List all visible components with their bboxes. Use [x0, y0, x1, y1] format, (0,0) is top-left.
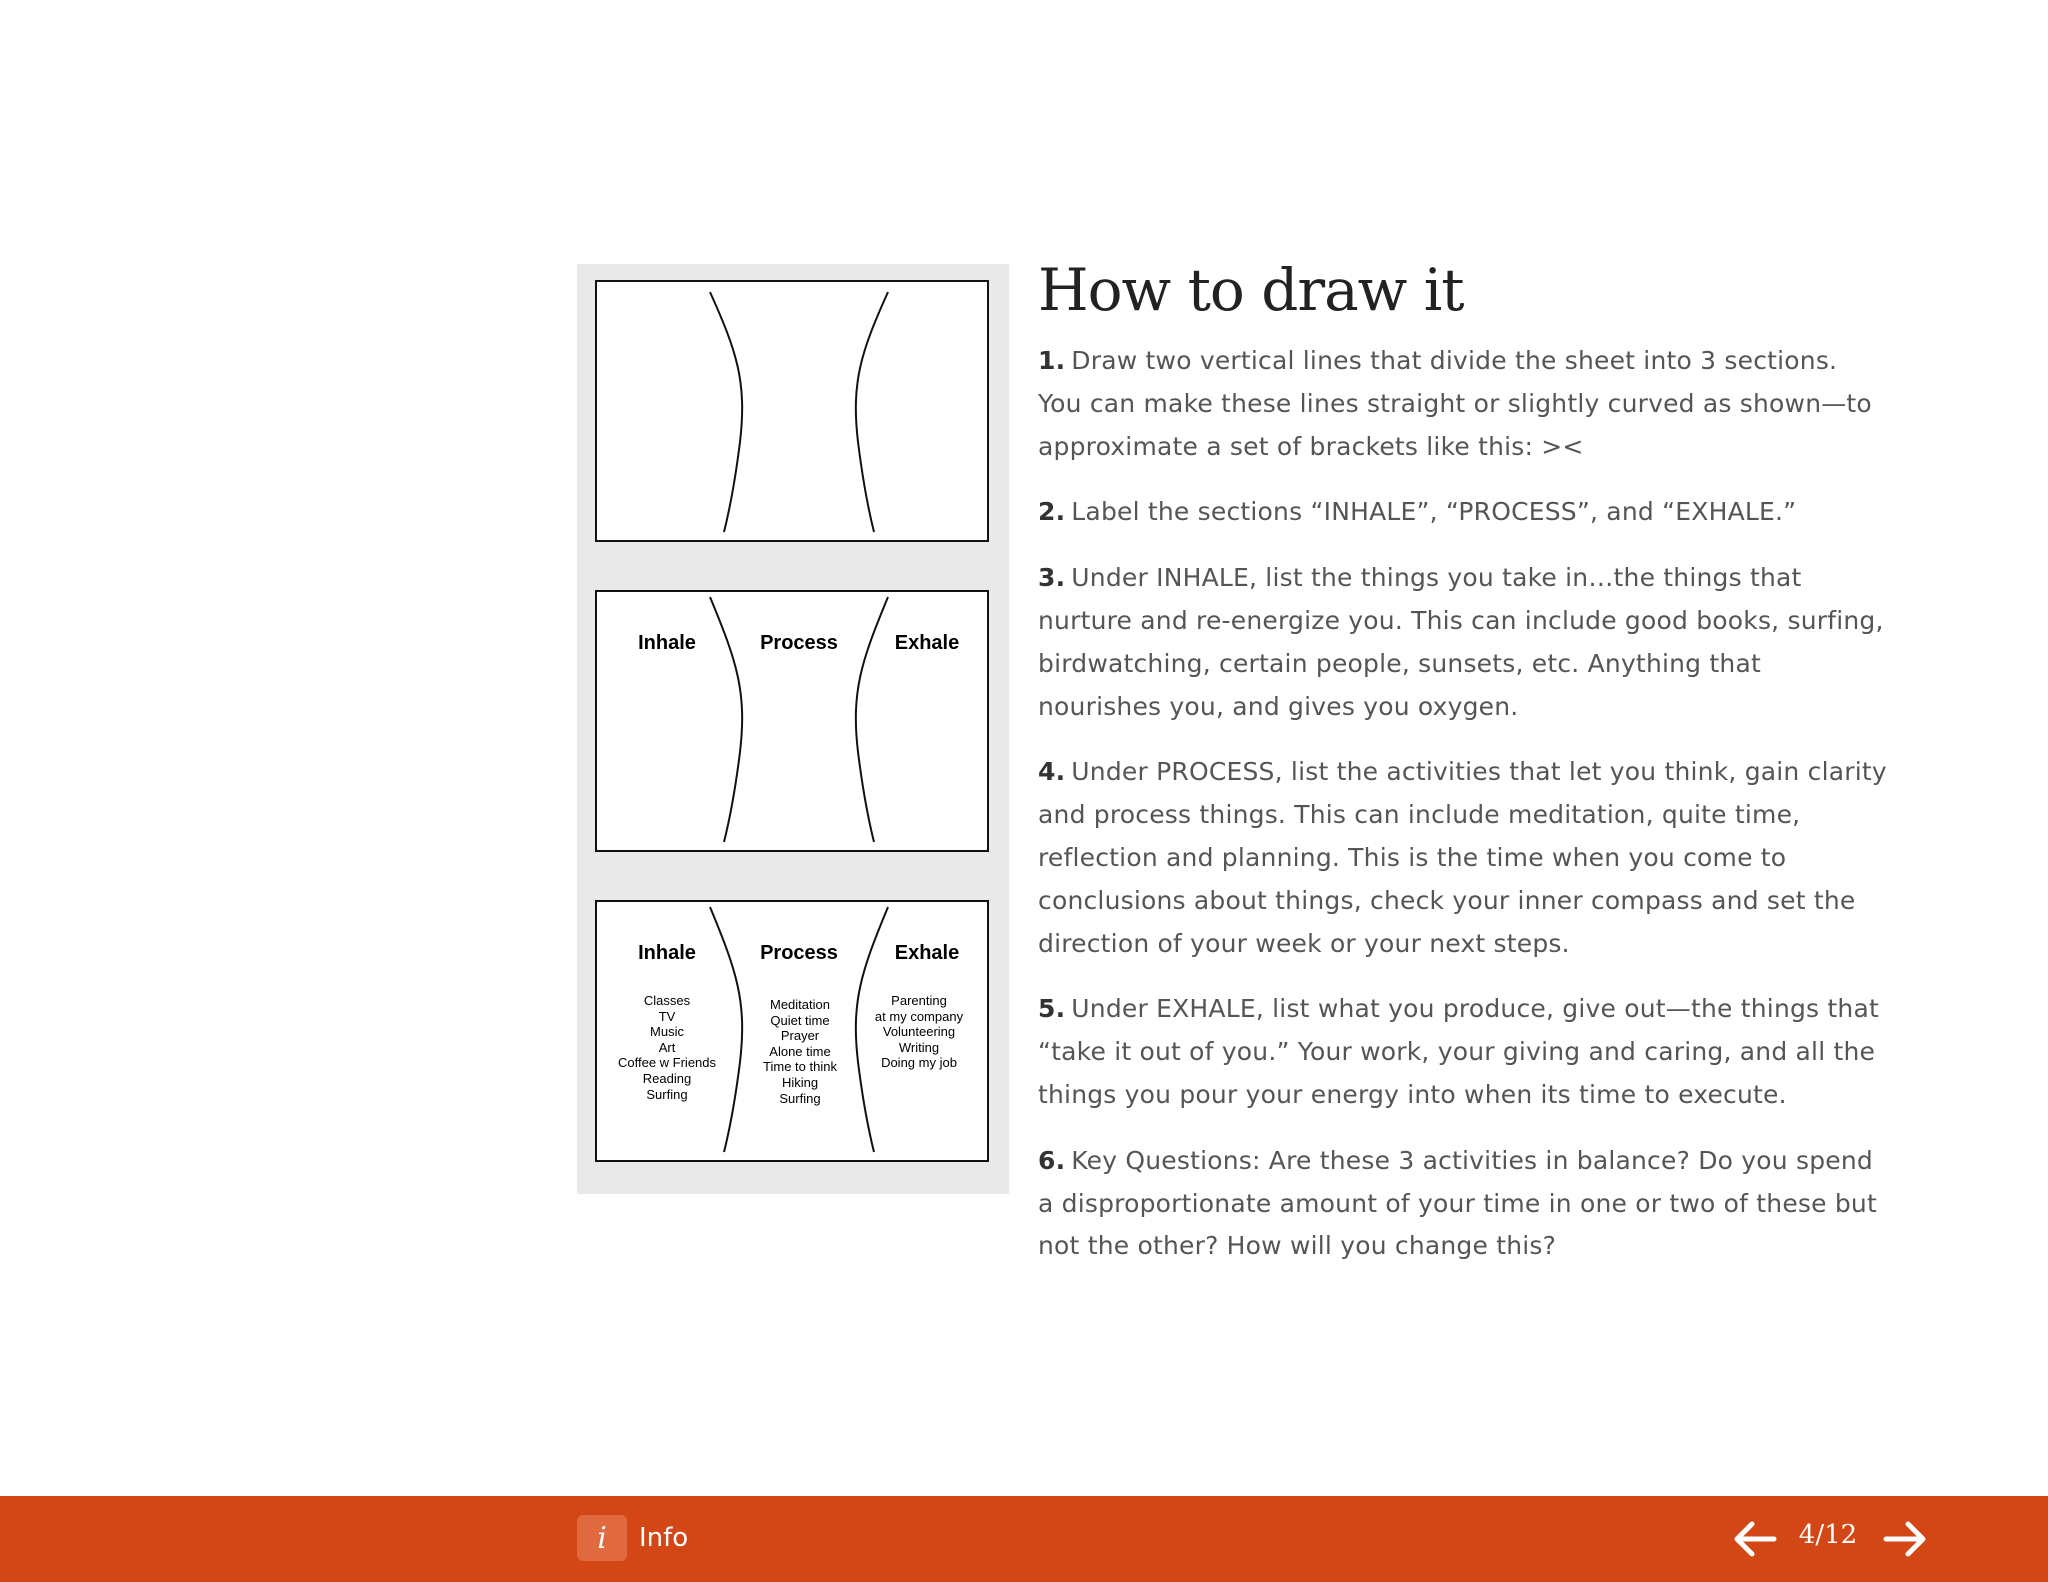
- list-item: at my company: [874, 1008, 964, 1024]
- diagram-figure: [577, 264, 1009, 1194]
- list-item: Classes: [643, 993, 691, 1008]
- step-text: Draw two vertical lines that divide the sheet into 3 sections. You can make these lines straight or slightly curved as shown—to approximate a set of brackets like this: ><: [1038, 346, 1872, 461]
- diagram-step-3: [595, 900, 989, 1162]
- label-exhale: Exhale: [894, 632, 960, 654]
- list-item: Prayer: [780, 1028, 820, 1044]
- list-item: Doing my job: [881, 1055, 957, 1071]
- process-list: [735, 997, 865, 1106]
- label-exhale: Exhale: [894, 942, 960, 964]
- step-4: [1038, 751, 1888, 965]
- step-text: Under INHALE, list the things you take in…the things that nurture and re-energize you. This can include good books, surfing, birdwatching, certain people, sunsets, etc. Anything that nourishes you, and gives you oxygen.: [1038, 563, 1884, 721]
- info-label: Info: [639, 1523, 689, 1553]
- step-number: 3.: [1038, 563, 1066, 593]
- list-item: Volunteering: [882, 1024, 956, 1040]
- prev-page-button[interactable]: [1730, 1515, 1780, 1563]
- instructions: [1038, 250, 1888, 1291]
- list-item: Reading: [642, 1070, 692, 1086]
- label-inhale: Inhale: [638, 632, 696, 654]
- step-6: [1038, 1140, 1888, 1268]
- info-icon: i: [577, 1515, 627, 1561]
- list-item: TV: [658, 1008, 676, 1024]
- step-5: [1038, 988, 1888, 1116]
- step-number: 5.: [1038, 994, 1066, 1024]
- list-item: Time to think: [763, 1059, 837, 1075]
- bracket-curves: [597, 592, 989, 852]
- arrow-right-icon: [1880, 1515, 1930, 1563]
- step-text: Label the sections “INHALE”, “PROCESS”, and “EXHALE.”: [1071, 497, 1797, 527]
- step-3: [1038, 557, 1888, 728]
- list-item: Coffee w Friends: [617, 1055, 717, 1071]
- exhale-list: [854, 993, 984, 1071]
- bracket-curves: [597, 282, 989, 542]
- step-number: 1.: [1038, 346, 1066, 375]
- list-item: Surfing: [779, 1090, 821, 1106]
- list-item: Writing: [898, 1039, 940, 1055]
- step-2: [1038, 491, 1888, 534]
- list-item: Quiet time: [770, 1012, 830, 1028]
- list-item: Alone time: [769, 1043, 831, 1059]
- list-item: Art: [658, 1039, 676, 1055]
- label-inhale: Inhale: [638, 942, 696, 964]
- diagram-step-1: [595, 280, 989, 542]
- inhale-list: [602, 993, 732, 1102]
- diagram-step-2: [595, 590, 989, 852]
- step-text: Key Questions: Are these 3 activities in balance? Do you spend a disproportionate amount of your time in one or two of these but not the other? How will you change this?: [1038, 1145, 1877, 1261]
- list-item: Music: [650, 1024, 684, 1040]
- info-button[interactable]: [577, 1515, 688, 1561]
- step-1: [1038, 340, 1888, 468]
- page-title: How to draw it: [1038, 256, 1464, 324]
- list-item: Meditation: [770, 997, 830, 1012]
- page-indicator: 4/12: [1798, 1520, 1858, 1550]
- step-text: Under EXHALE, list what you produce, give out—the things that “take it out of you.” Your work, your giving and caring, and all the things you pour your energy into when its time to execute.: [1038, 994, 1879, 1109]
- label-process: Process: [760, 942, 838, 964]
- list-item: Hiking: [781, 1074, 819, 1090]
- next-page-button[interactable]: [1880, 1515, 1930, 1563]
- steps-list: [1038, 340, 1888, 1268]
- arrow-left-icon: [1730, 1515, 1780, 1563]
- step-text: Under PROCESS, list the activities that let you think, gain clarity and process things. This can include meditation, quite time, reflection and planning. This is the time when you come to conclusions about things, check your inner compass and set the direction of your week or your next steps.: [1038, 757, 1887, 958]
- bottom-bar: [0, 1496, 2048, 1582]
- step-number: 2.: [1038, 497, 1066, 527]
- label-process: Process: [760, 632, 838, 654]
- step-number: 4.: [1038, 757, 1066, 787]
- list-item: Parenting: [891, 993, 947, 1008]
- list-item: Surfing: [646, 1086, 688, 1102]
- step-number: 6.: [1038, 1145, 1066, 1175]
